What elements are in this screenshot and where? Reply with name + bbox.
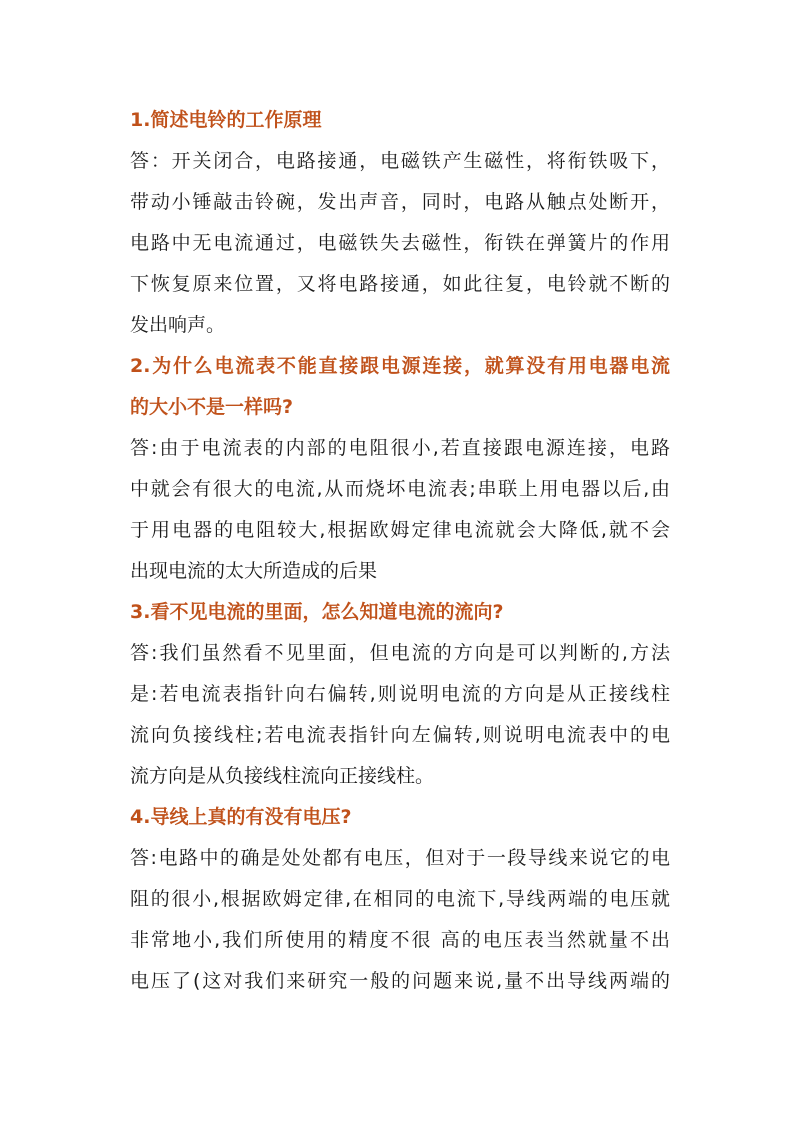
- answer-line: 答：开关闭合，电路接通，电磁铁产生磁性，将衔铁吸下，: [130, 150, 670, 172]
- answer-line: 阻的很小,根据欧姆定律,在相同的电流下,导线两端的电压就: [130, 888, 670, 910]
- answer-line: 电路中无电流通过，电磁铁失去磁性，衔铁在弹簧片的作用: [130, 232, 670, 254]
- answer-line: 电压了(这对我们来研究一般的问题来说,量不出导线两端的: [130, 970, 670, 992]
- question-heading: 2.为什么电流表不能直接跟电源连接，就算没有用电器电流: [130, 355, 670, 377]
- question-heading: 3.看不见电流的里面，怎么知道电流的流向?: [130, 601, 504, 623]
- answer-line: 是:若电流表指针向右偏转,则说明电流的方向是从正接线柱: [130, 683, 670, 705]
- section-4: [130, 797, 670, 1002]
- answer-line: 出现电流的太大所造成的后果: [130, 560, 378, 582]
- answer-line: 流方向是从负接线柱流向正接线柱。: [130, 765, 435, 787]
- answer-line: 答:我们虽然看不见里面，但电流的方向是可以判断的,方法: [130, 642, 670, 664]
- answer-line: 发出响声。: [130, 314, 226, 336]
- question-heading: 1.简述电铃的工作原理: [130, 109, 322, 131]
- section-1: [130, 100, 670, 346]
- section-2: [130, 346, 670, 592]
- question-heading-continued: 的大小不是一样吗?: [130, 396, 294, 418]
- answer-line: 答:由于电流表的内部的电阻很小,若直接跟电源连接，电路: [130, 437, 670, 459]
- answer-line: 答:电路中的确是处处都有电压，但对于一段导线来说它的电: [130, 847, 670, 869]
- question-heading: 4.导线上真的有没有电压?: [130, 806, 352, 828]
- answer-line: 带动小锤敲击铃碗，发出声音，同时，电路从触点处断开，: [130, 191, 670, 213]
- answer-line: 于用电器的电阻较大,根据欧姆定律电流就会大降低,就不会: [130, 519, 670, 541]
- answer-line: 非常地小,我们所使用的精度不很 高的电压表当然就量不出: [130, 929, 670, 951]
- document-body: [130, 100, 670, 1002]
- answer-line: 下恢复原来位置，又将电路接通，如此往复，电铃就不断的: [130, 273, 670, 295]
- answer-line: 中就会有很大的电流,从而烧坏电流表;串联上用电器以后,由: [130, 478, 670, 500]
- answer-line: 流向负接线柱;若电流表指针向左偏转,则说明电流表中的电: [130, 724, 670, 746]
- section-3: [130, 592, 670, 797]
